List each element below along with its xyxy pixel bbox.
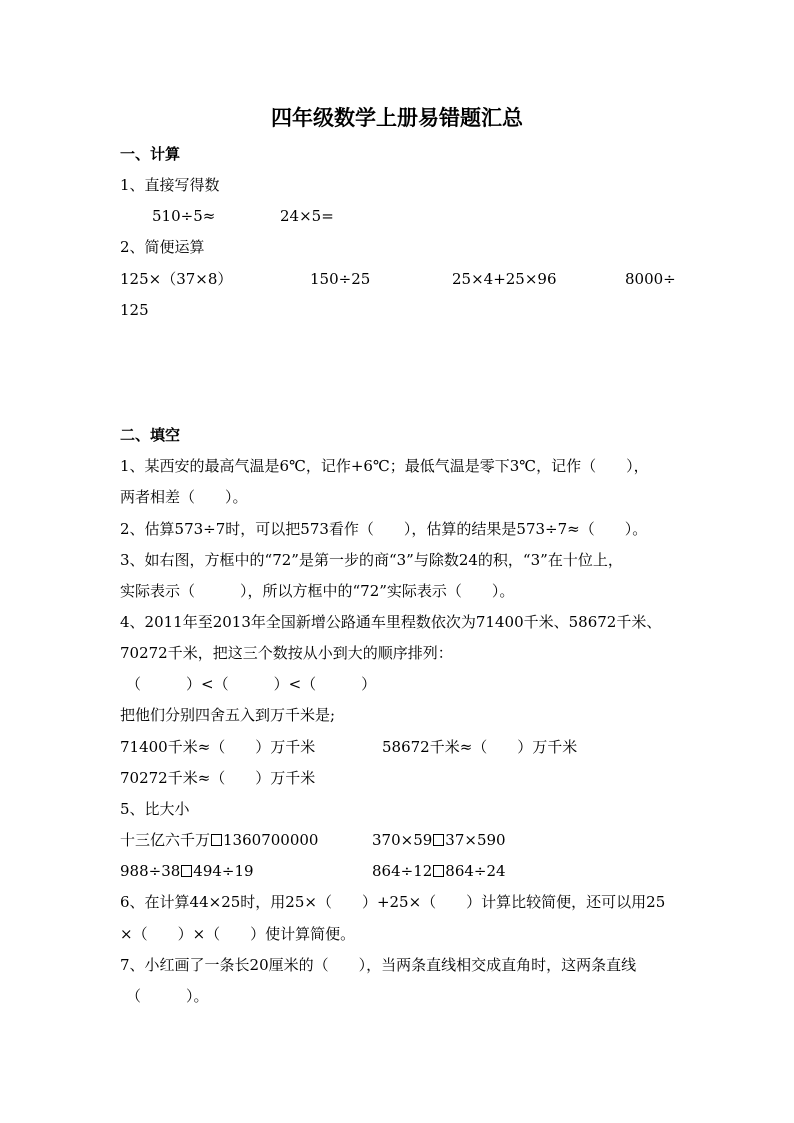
compare-left: 864÷12 (372, 862, 433, 880)
question-label-compare: 5、比大小 (120, 800, 190, 818)
section-heading-fill-in: 二、填空 (120, 426, 181, 444)
rounding-item: 58672千米≈（ ）万千米 (382, 738, 578, 756)
compare-right: 864÷24 (445, 862, 506, 880)
simplified-calc-item: 125 (120, 301, 149, 319)
compare-box[interactable] (433, 834, 444, 846)
ordering-blanks: （ ）<（ ）<（ ） (126, 675, 377, 693)
simplified-calc-item: 25×4+25×96 (452, 270, 557, 288)
compare-item (372, 861, 506, 881)
page-title: 四年级数学上册易错题汇总 (271, 106, 523, 130)
simplified-calc-item: 125×（37×8） (120, 270, 233, 288)
rounding-item: 71400千米≈（ ）万千米 (120, 738, 316, 756)
compare-box[interactable] (211, 834, 222, 846)
fill-in-line: 把他们分别四舍五入到万千米是; (120, 706, 336, 724)
fill-in-line: ×（ ）×（ ）使计算简便。 (120, 925, 356, 943)
direct-answer-item: 510÷5≈ (152, 207, 216, 225)
compare-right: 37×590 (445, 831, 506, 849)
fill-in-line: 两者相差（ ）。 (120, 488, 248, 506)
compare-left: 370×59 (372, 831, 433, 849)
fill-in-line: 70272千米，把这三个数按从小到大的顺序排列： (120, 644, 453, 662)
fill-in-line: 6、在计算44×25时，用25×（ ）+25×（ ）计算比较简便，还可以用25 (120, 893, 666, 911)
rounding-item: 70272千米≈（ ）万千米 (120, 769, 316, 787)
question-label-simplified-calc: 2、简便运算 (120, 238, 205, 256)
compare-box[interactable] (181, 865, 192, 877)
section-heading-calculation: 一、计算 (120, 145, 181, 163)
fill-in-line: （ ）。 (126, 987, 209, 1005)
compare-box[interactable] (433, 865, 444, 877)
fill-in-line: 实际表示（ ），所以方框中的“72”实际表示（ ）。 (120, 582, 515, 600)
fill-in-line: 7、小红画了一条长20厘米的（ ），当两条直线相交成直角时，这两条直线 (120, 956, 637, 974)
compare-left: 988÷38 (120, 862, 181, 880)
compare-item (120, 861, 254, 881)
fill-in-line: 2、估算573÷7时，可以把573看作（ ），估算的结果是573÷7≈（ ）。 (120, 520, 648, 538)
compare-right: 1360700000 (223, 831, 319, 849)
fill-in-line: 4、2011年至2013年全国新增公路通车里程数依次为71400千米、58672千米、 (120, 613, 662, 631)
worksheet-page (120, 0, 680, 1123)
question-label-direct-answers: 1、直接写得数 (120, 176, 220, 194)
simplified-calc-item: 150÷25 (310, 270, 371, 288)
direct-answer-item: 24×5= (280, 207, 334, 225)
compare-item (372, 830, 506, 850)
compare-right: 494÷19 (193, 862, 254, 880)
compare-item (120, 830, 318, 850)
fill-in-line: 1、某西安的最高气温是6℃，记作+6℃；最低气温是零下3℃，记作（ ）， (120, 457, 649, 475)
simplified-calc-item: 8000÷ (625, 270, 676, 288)
compare-left: 十三亿六千万 (120, 831, 211, 849)
fill-in-line: 3、如右图，方框中的“72”是第一步的商“3”与除数24的积，“3”在十位上， (120, 551, 623, 569)
